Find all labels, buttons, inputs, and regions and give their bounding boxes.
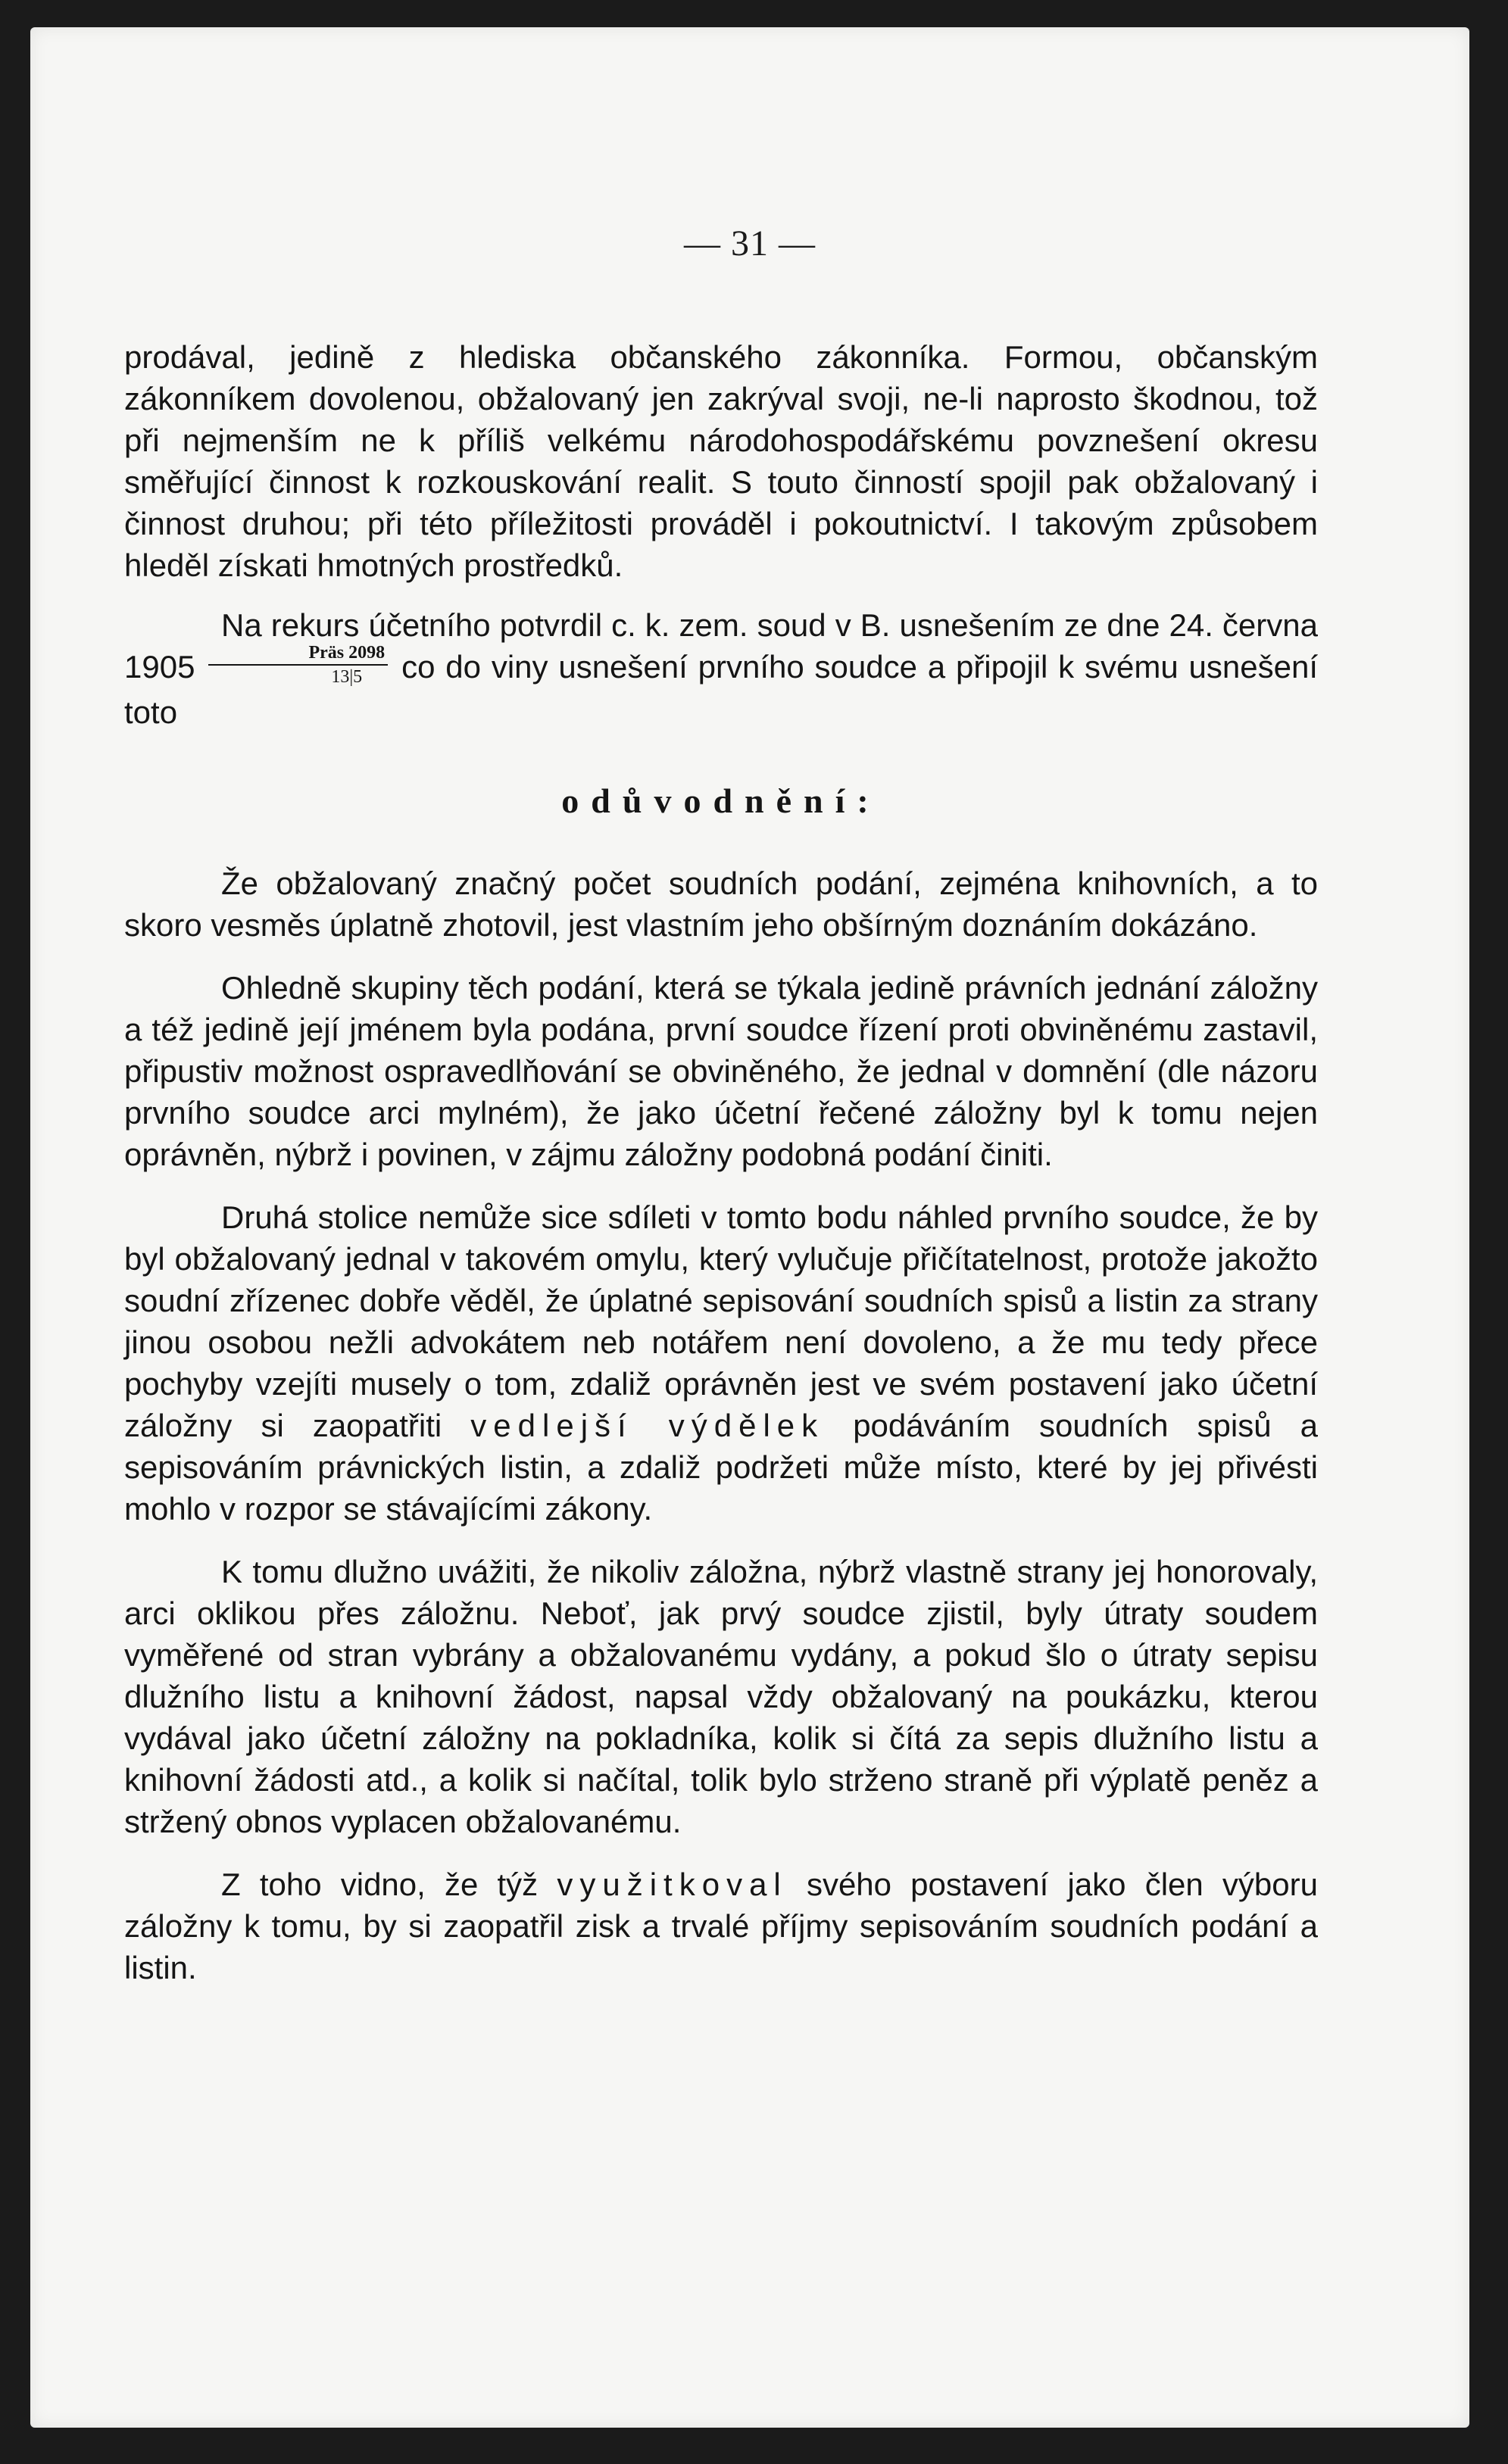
document-body xyxy=(124,336,1318,1988)
paragraph-2-text-before: Na rekurs účetního potvrdil c. k. zem. soud v B. usnešením ze dne 24. června 1905 xyxy=(124,607,1318,685)
paragraph-2-text-after: co do viny usnešení prvního soudce a připojil k svému usnešení toto xyxy=(124,649,1318,730)
paragraph-7-text-after: svého postavení jako člen výboru záložny k tomu, by si zaopatřil zisk a trvalé příjmy sepisováním soudních podání a listin. xyxy=(124,1866,1318,1985)
paragraph-5-text-after: podáváním soudních spisů a sepisováním právnických listin, a zdaliž podržeti může místo, které by jej přivésti mohlo v rozpor se stávajícími zákony. xyxy=(124,1407,1319,1527)
paragraph-7-text-before: Z toho vidno, že týž xyxy=(221,1866,539,1902)
reference-fraction xyxy=(208,643,388,687)
paragraph-1: prodával, jedině z hlediska občanského zákonníka. Formou, občanským zákonníkem dovolenou, obžalovaný jen zakrýval svoji, ne-li naprosto škodnou, tož při nejmenším ne k příliš velkému národohospodářskému povznešení okresu směřující činnost k rozkouskování realit. S touto činností spojil pak obžalovaný i činnost druhou; při této příležitosti prováděl i pokoutnictví. I takovým způsobem hleděl získati hmotných prostředků. xyxy=(124,339,1318,583)
paragraph-3: Že obžalovaný značný počet soudních podání, zejména knihovních, a to skoro vesměs úplatně zhotovil, jest vlastním jeho obšírným doznáním dokázáno. xyxy=(124,865,1318,943)
reference-numerator: Präs 2098 xyxy=(208,643,388,666)
paragraph-7 xyxy=(124,1864,1318,1988)
paragraph-7-emphasis: využitkoval xyxy=(557,1866,788,1902)
paragraph-5-text-before: Druhá stolice nemůže sice sdíleti v tomto bodu náhled prvního soudce, že by byl obžalovaný jednal v takovém omylu, který vylučuje přičítatelnost, protože jakožto soudní zřízenec dobře věděl, že úplatné sepisování soudních spisů a listin za strany jinou osobou nežli advokátem neb notářem není dovoleno, a že mu tedy přece pochyby vzejíti musely o tom, zdaliž oprávněn jest ve svém postavení jako účetní záložny si zaopatřiti xyxy=(124,1199,1318,1443)
reference-denominator: 13|5 xyxy=(331,666,363,687)
paragraph-6: K tomu dlužno uvážiti, že nikoliv záložna, nýbrž vlastně strany jej honorovaly, arci oklikou přes záložnu. Neboť, jak prvý soudce zjistil, byly útraty soudem vyměřené od stran vybrány a obžalovanému vydány, a pokud šlo o útraty sepisu dlužního listu a knihovní žádost, napsal vždy obžalovaný na poukázku, kterou vydával jako účetní záložny na pokladníka, kolik si čítá za sepis dlužního listu a knihovní žádosti atd., a kolik si načítal, tolik bylo strženo straně při výplatě peněz a stržený obnos vyplacen obžalovanému. xyxy=(124,1553,1318,1839)
paragraph-5 xyxy=(124,1196,1318,1530)
section-heading: odůvodnění: xyxy=(561,781,881,820)
document-page xyxy=(30,27,1469,2428)
page-number: — 31 — xyxy=(684,223,816,264)
paragraph-2 xyxy=(124,604,1318,733)
paragraph-4: Ohledně skupiny těch podání, která se týkala jedině právních jednání záložny a též jedině její jménem byla podána, první soudce řízení proti obviněnému zastavil, připustiv možnost ospravedlňování se obviněného, že jednal v domnění (dle názoru prvního soudce arci mylném), že jako účetní řečené záložny byl k tomu nejen oprávněn, nýbrž i povinen, v zájmu záložny podobná podání činiti. xyxy=(124,969,1318,1172)
paragraph-5-emphasis: vedlejší výdělek xyxy=(470,1407,825,1443)
